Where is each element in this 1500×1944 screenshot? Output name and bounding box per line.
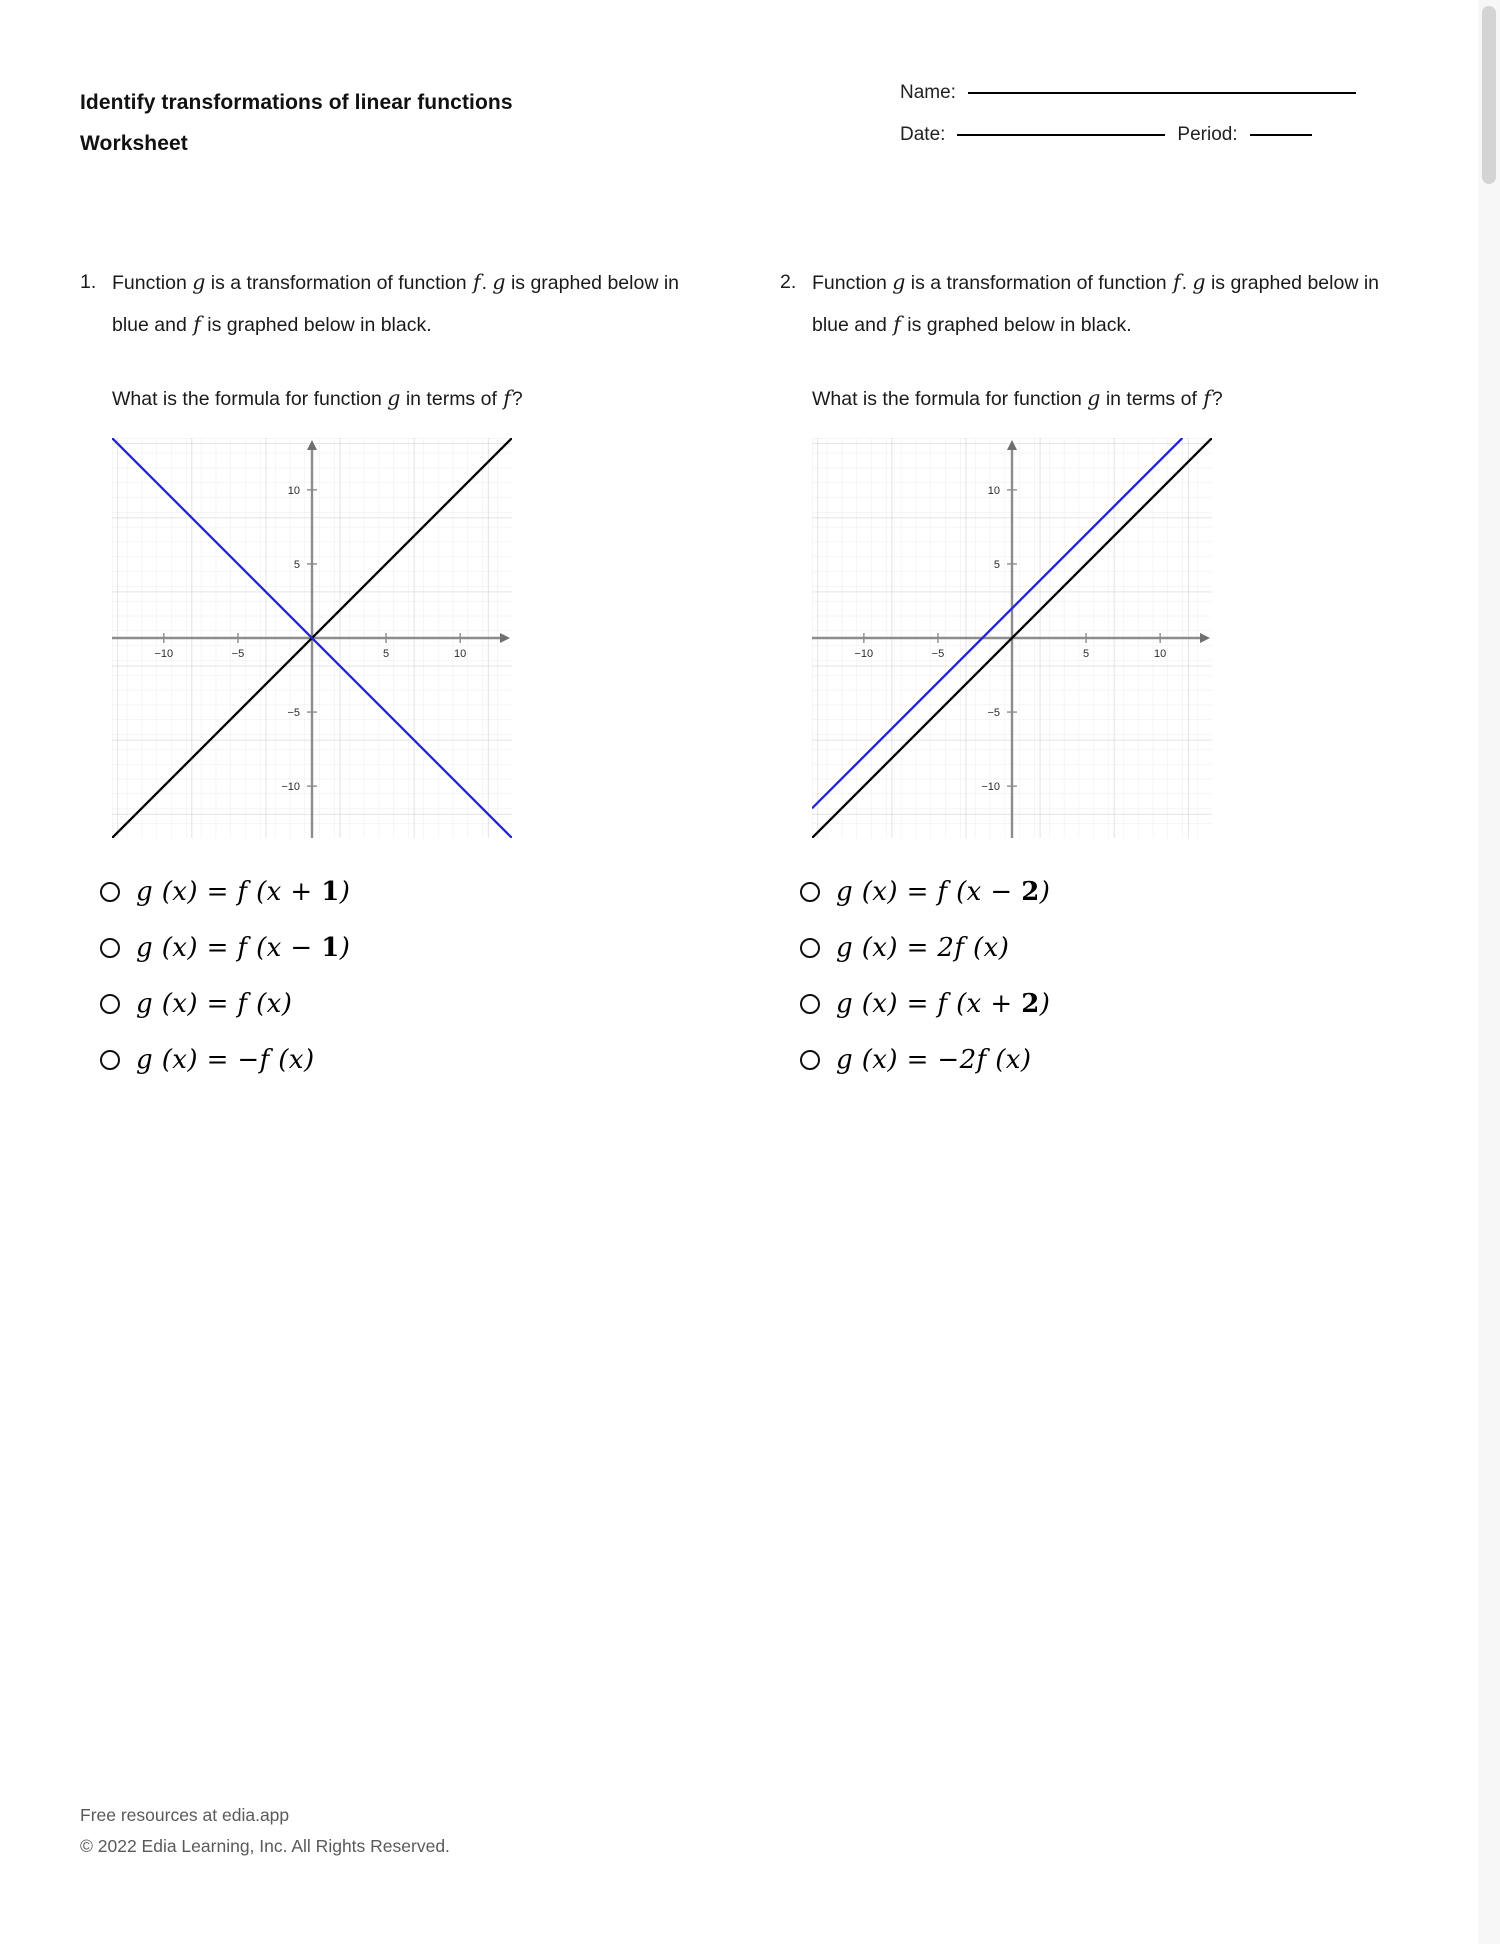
- o1b-lhs: g: [136, 933, 154, 963]
- o1b-rhs-close: ): [339, 933, 351, 963]
- p1-ytick--5: −5: [287, 707, 300, 719]
- o2b-rhs-fn: 2f: [937, 933, 965, 963]
- o1d-rhs-close: ): [303, 1045, 315, 1075]
- o2a-rhs-open: (: [947, 877, 967, 907]
- radio-icon[interactable]: [100, 1050, 120, 1070]
- p2-xtick-5: 5: [1083, 648, 1090, 660]
- option-2d-formula: [836, 1045, 1031, 1075]
- problem-1-number: 1.: [80, 271, 97, 293]
- page-title-line2: Worksheet: [80, 132, 188, 155]
- p1-var-f-1: f: [472, 270, 481, 294]
- option-1d[interactable]: [100, 1032, 710, 1088]
- o2b-rhs-close: ): [998, 933, 1010, 963]
- o2a-arg: x: [872, 877, 888, 907]
- o2c-rhs-fn: f: [937, 989, 948, 1019]
- p2-ytick-5: 5: [993, 559, 1000, 571]
- option-1c-formula: [136, 989, 292, 1019]
- problem-1-statement: [80, 262, 710, 346]
- o1a-rhs-num: 1: [321, 877, 340, 907]
- p1-xtick-5: 5: [383, 648, 390, 660]
- o2a-rhs-close: ): [1039, 877, 1051, 907]
- radio-icon[interactable]: [800, 938, 820, 958]
- page-scrollbar-thumb[interactable]: [1482, 6, 1496, 184]
- o1c-rparen: ): [187, 989, 207, 1019]
- o1b-rhs-fn: f: [237, 933, 248, 963]
- problem-2-prompt: [812, 378, 1420, 420]
- o2d-lparen: (: [853, 1045, 873, 1075]
- option-2d[interactable]: [800, 1032, 1420, 1088]
- problems-container: [0, 262, 1420, 1088]
- problem-2: [710, 262, 1420, 1088]
- o1d-rhs-arg: x: [288, 1045, 304, 1075]
- o2d-eq: =: [906, 1045, 938, 1075]
- page-title: [80, 82, 680, 164]
- o2b-lparen: (: [853, 933, 873, 963]
- o1b-rparen: ): [187, 933, 207, 963]
- footer-copyright-line: © 2022 Edia Learning, Inc. All Rights Reserved.: [80, 1836, 450, 1856]
- o2c-rhs-op: +: [981, 989, 1022, 1019]
- p1-xtick--10: −10: [154, 648, 174, 660]
- o1b-arg: x: [172, 933, 188, 963]
- p1-xtick--5: −5: [231, 648, 245, 660]
- o2c-lparen: (: [853, 989, 873, 1019]
- option-1a-formula: [136, 877, 350, 907]
- o1d-rhs-fn: −f: [237, 1045, 270, 1075]
- p1-ytick-5: 5: [293, 559, 300, 571]
- o1d-eq: =: [206, 1045, 238, 1075]
- o2a-lhs: g: [836, 877, 854, 907]
- radio-icon[interactable]: [100, 882, 120, 902]
- p2-prompt-end: ?: [1211, 388, 1223, 410]
- o2c-lhs: g: [836, 989, 854, 1019]
- problem-1: [0, 262, 710, 1088]
- option-1b[interactable]: [100, 920, 710, 976]
- p2-prompt-mid: in terms of: [1100, 388, 1203, 410]
- o1c-lparen: (: [153, 989, 173, 1019]
- o2b-rhs-open: (: [964, 933, 984, 963]
- p1-var-g-2: g: [492, 270, 506, 294]
- p1-prompt-pre: What is the formula for function: [112, 388, 388, 410]
- p1-var-g-1: g: [192, 270, 206, 294]
- radio-icon[interactable]: [800, 1050, 820, 1070]
- o1a-rhs-arg: x: [266, 877, 282, 907]
- o1b-rhs-open: (: [247, 933, 267, 963]
- footer-resources-line: Free resources at edia.app: [80, 1805, 290, 1825]
- p1-text-mid1: is a transformation of function: [205, 272, 472, 294]
- o1d-lparen: (: [153, 1045, 173, 1075]
- p1-ytick--10: −10: [281, 781, 300, 793]
- p1-prompt-var-g: g: [387, 386, 401, 410]
- o2a-rhs-op: −: [981, 877, 1022, 907]
- p2-text-mid2: .: [1181, 272, 1193, 294]
- o1c-lhs: g: [136, 989, 154, 1019]
- p2-text-pre: Function: [812, 272, 893, 294]
- p2-ytick--5: −5: [987, 707, 1000, 719]
- option-1a[interactable]: [100, 864, 710, 920]
- o2a-rhs-arg: x: [966, 877, 982, 907]
- o2c-eq: =: [906, 989, 938, 1019]
- o1a-rparen: ): [187, 877, 207, 907]
- o2d-rhs-close: ): [1020, 1045, 1032, 1075]
- o2a-lparen: (: [853, 877, 873, 907]
- problem-2-text: [812, 262, 1412, 346]
- o2b-rhs-arg: x: [983, 933, 999, 963]
- option-2a-formula: [836, 877, 1050, 907]
- page-header: [0, 0, 1238, 180]
- p2-var-f-1: f: [1172, 270, 1181, 294]
- radio-icon[interactable]: [800, 882, 820, 902]
- p1-text-mid2: .: [481, 272, 493, 294]
- o2d-rhs-fn: −2f: [937, 1045, 987, 1075]
- p2-prompt-var-f: f: [1203, 386, 1211, 410]
- o2b-arg: x: [872, 933, 888, 963]
- name-blank-line[interactable]: [968, 92, 1356, 94]
- o2b-rparen: ): [887, 933, 907, 963]
- o1b-rhs-arg: x: [266, 933, 282, 963]
- radio-icon[interactable]: [800, 994, 820, 1014]
- o2c-rhs-close: ): [1039, 989, 1051, 1019]
- o1c-rhs-fn: f: [237, 989, 248, 1019]
- p2-text-mid1: is a transformation of function: [905, 272, 1172, 294]
- student-info-block: [900, 82, 1400, 166]
- problem-2-coordinate-plane: [812, 438, 1212, 838]
- p2-xtick--10: −10: [854, 648, 874, 660]
- p1-text-end: is graphed below in black.: [201, 314, 432, 336]
- name-row: [900, 82, 1400, 124]
- o2a-rparen: ): [887, 877, 907, 907]
- name-label: Name:: [900, 82, 956, 103]
- option-2b-formula: [836, 933, 1009, 963]
- date-blank-line[interactable]: [957, 134, 1165, 136]
- o1a-rhs-open: (: [247, 877, 267, 907]
- option-1c[interactable]: [100, 976, 710, 1032]
- o1a-arg: x: [172, 877, 188, 907]
- o1d-rparen: ): [187, 1045, 207, 1075]
- p2-prompt-var-g: g: [1087, 386, 1101, 410]
- o1c-rhs-arg: x: [266, 989, 282, 1019]
- problem-1-prompt: [112, 378, 710, 420]
- period-label: Period:: [1177, 124, 1238, 145]
- p1-var-f-2: f: [193, 312, 201, 336]
- o1b-rhs-num: 1: [321, 933, 340, 963]
- o2c-rhs-num: 2: [1021, 989, 1040, 1019]
- p2-ytick--10: −10: [981, 781, 1000, 793]
- page-title-line1: Identify transformations of linear functions: [80, 91, 513, 114]
- o1c-rhs-close: ): [281, 989, 293, 1019]
- o1b-eq: =: [206, 933, 238, 963]
- option-2c[interactable]: [800, 976, 1420, 1032]
- radio-icon[interactable]: [100, 938, 120, 958]
- p1-ytick-10: 10: [287, 485, 300, 497]
- option-2b[interactable]: [800, 920, 1420, 976]
- o1b-rhs-op: −: [281, 933, 322, 963]
- o2d-rhs-arg: x: [1005, 1045, 1021, 1075]
- problem-1-coordinate-plane: [112, 438, 512, 838]
- o1b-lparen: (: [153, 933, 173, 963]
- o2d-rhs-open: (: [986, 1045, 1006, 1075]
- o2d-arg: x: [872, 1045, 888, 1075]
- o2d-lhs: g: [836, 1045, 854, 1075]
- o2c-rhs-open: (: [947, 989, 967, 1019]
- o1d-arg: x: [172, 1045, 188, 1075]
- p2-var-f-2: f: [893, 312, 901, 336]
- problem-2-options: [800, 864, 1420, 1088]
- o1a-lparen: (: [153, 877, 173, 907]
- o1a-lhs: g: [136, 877, 154, 907]
- p2-var-g-2: g: [1192, 270, 1206, 294]
- o2c-arg: x: [872, 989, 888, 1019]
- page-scrollbar-track[interactable]: [1478, 0, 1500, 1944]
- o1a-rhs-close: ): [339, 877, 351, 907]
- p2-prompt-pre: What is the formula for function: [812, 388, 1088, 410]
- o2b-lhs: g: [836, 933, 854, 963]
- o2a-rhs-num: 2: [1021, 877, 1040, 907]
- problem-1-graph: [112, 438, 710, 838]
- p2-ytick-10: 10: [987, 485, 1000, 497]
- p2-xtick-10: 10: [1154, 648, 1167, 660]
- o1c-rhs-open: (: [247, 989, 267, 1019]
- radio-icon[interactable]: [100, 994, 120, 1014]
- o1c-arg: x: [172, 989, 188, 1019]
- o2a-rhs-fn: f: [937, 877, 948, 907]
- o2a-eq: =: [906, 877, 938, 907]
- option-2c-formula: [836, 989, 1050, 1019]
- o1a-rhs-fn: f: [237, 877, 248, 907]
- p1-prompt-var-f: f: [503, 386, 511, 410]
- o1d-rhs-open: (: [269, 1045, 289, 1075]
- o2c-rhs-arg: x: [966, 989, 982, 1019]
- p1-prompt-mid: in terms of: [400, 388, 503, 410]
- period-blank-line[interactable]: [1250, 134, 1312, 136]
- problem-1-text: [112, 262, 710, 346]
- p1-prompt-end: ?: [511, 388, 523, 410]
- page-footer: [80, 1800, 450, 1862]
- option-2a[interactable]: [800, 864, 1420, 920]
- date-label: Date:: [900, 124, 946, 145]
- option-1b-formula: [136, 933, 350, 963]
- problem-2-statement: [780, 262, 1420, 346]
- o1c-eq: =: [206, 989, 238, 1019]
- o1d-lhs: g: [136, 1045, 154, 1075]
- problem-2-number: 2.: [780, 271, 797, 293]
- o1a-eq: =: [206, 877, 238, 907]
- p1-text-mid3: is graphed below in blue and: [112, 272, 679, 336]
- p2-xtick--5: −5: [931, 648, 945, 660]
- p2-text-mid3: is graphed below in blue and: [812, 272, 1379, 336]
- o2b-eq: =: [906, 933, 938, 963]
- p2-text-end: is graphed below in black.: [901, 314, 1132, 336]
- o1a-rhs-op: +: [281, 877, 322, 907]
- problem-1-options: [100, 864, 710, 1088]
- p1-text-pre: Function: [112, 272, 193, 294]
- o2d-rparen: ): [887, 1045, 907, 1075]
- p1-xtick-10: 10: [454, 648, 467, 660]
- date-period-row: [900, 124, 1400, 166]
- o2c-rparen: ): [887, 989, 907, 1019]
- p2-var-g-1: g: [892, 270, 906, 294]
- option-1d-formula: [136, 1045, 314, 1075]
- problem-2-graph: [812, 438, 1420, 838]
